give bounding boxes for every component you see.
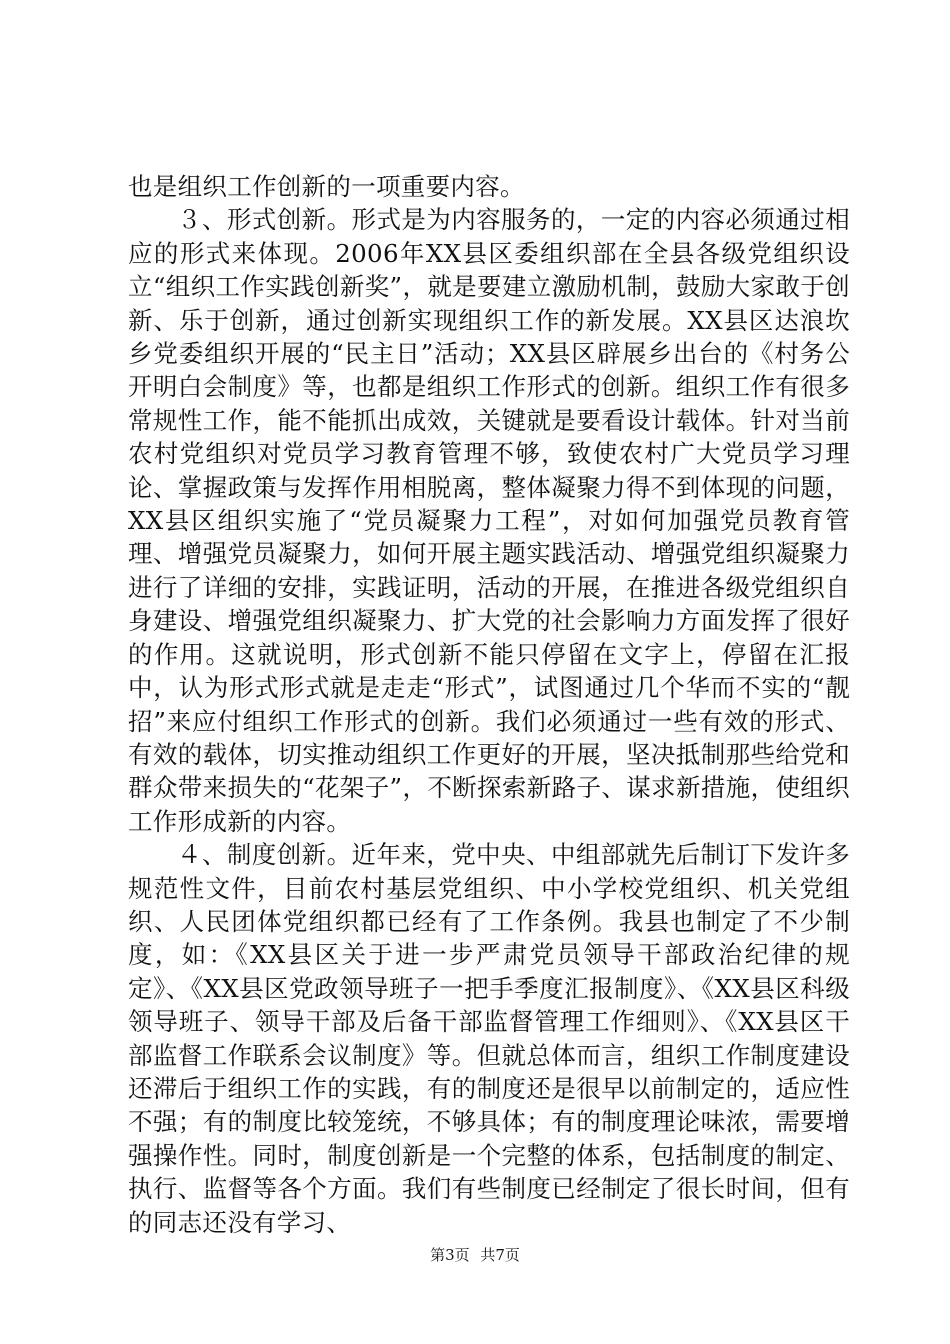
- paragraph-form-innovation: ３、形式创新。形式是为内容服务的，一定的内容必须通过相应的形式来体现。2006年XX县区委组织部在全县各级党组织设立“组织工作实践创新奖”，就是要建立激励机制，鼓励大家敢于创新、乐于创新，通过创新实现组织工作的新发展。XX县区达浪坎乡党委组织开展的“民主日”活动；XX县区辟展乡出台的《村务公开明白会制度》等，也都是组织工作形式的创新。组织工作有很多常规性工作，能不能抓出成效，关键就是要看设计载体。针对当前农村党组织对党员学习教育管理不够，致使农村广大党员学习理论、掌握政策与发挥作用相脱离，整体凝聚力得不到体现的问题，XX县区组织实施了“党员凝聚力工程”，对如何加强党员教育管理、增强党员凝聚力，如何开展主题实践活动、增强党组织凝聚力进行了详细的安排，实践证明，活动的开展，在推进各级党组织自身建设、增强党组织凝聚力、扩大党的社会影响力方面发挥了很好的作用。这就说明，形式创新不能只停留在文字上，停留在汇报中，认为形式形式就是走走“形式”，试图通过几个华而不实的“靓招”来应付组织工作形式的创新。我们必须通过一些有效的形式、有效的载体，切实推动组织工作更好的开展，坚决抵制那些给党和群众带来损失的“花架子”，不断探索新路子、谋求新措施，使组织工作形成新的内容。: [128, 205, 850, 836]
- document-body: [128, 170, 850, 1239]
- paragraph-continuation: 也是组织工作创新的一项重要内容。: [128, 172, 525, 201]
- page-footer: [0, 1245, 950, 1265]
- page-number: 第3页: [430, 1246, 470, 1264]
- page-total: 共7页: [480, 1246, 520, 1264]
- paragraph-system-innovation: ４、制度创新。近年来，党中央、中组部就先后制订下发许多规范性文件，目前农村基层党组织、中小学校党组织、机关党组织、人民团体党组织都已经有了工作条例。我县也制定了不少制度，如：《XX县区关于进一步严肃党员领导干部政治纪律的规定》、《XX县区党政领导班子一把手季度汇报制度》、《XX县区科级领导班子、领导干部及后备干部监督管理工作细则》、《XX县区干部监督工作联系会议制度》等。但就总体而言，组织工作制度建设还滞后于组织工作的实践，有的制度还是很早以前制定的，适应性不强；有的制度比较笼统，不够具体；有的制度理论味浓，需要增强操作性。同时，制度创新是一个完整的体系，包括制度的制定、执行、监督等各个方面。我们有些制度已经制定了很长时间，但有的同志还没有学习、: [128, 840, 850, 1237]
